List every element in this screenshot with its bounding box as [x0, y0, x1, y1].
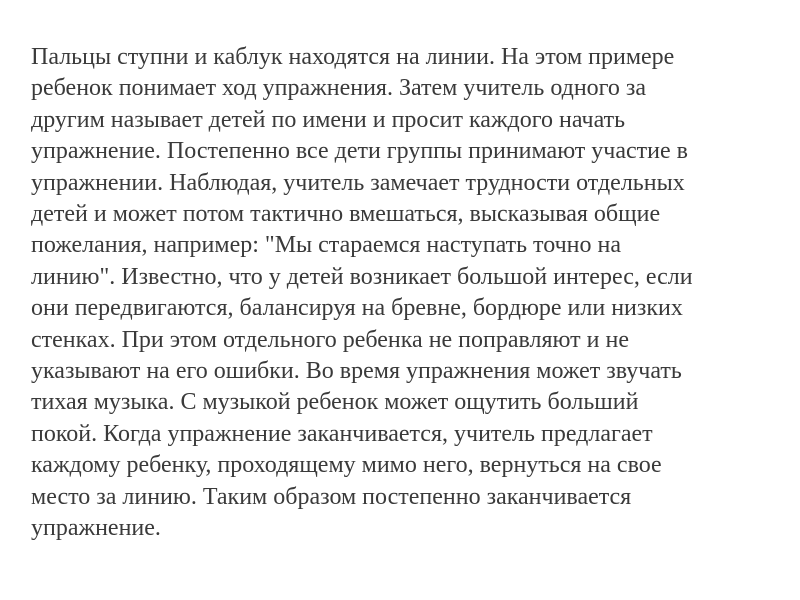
text-line-8: линию". Известно, что у детей возникает большой интерес, если: [31, 263, 693, 290]
text-line-16: упражнение.: [31, 515, 161, 542]
text-line-5: упражнении. Наблюдая, учитель замечает трудности отдельных: [31, 169, 685, 196]
text-line-13: покой. Когда упражнение заканчивается, учитель предлагает: [31, 420, 653, 447]
text-line-12: тихая музыка. С музыкой ребенок может ощутить больший: [31, 389, 639, 416]
text-line-6: детей и может потом тактично вмешаться, высказывая общие: [31, 201, 661, 228]
text-line-2: ребенок понимает ход упражнения. Затем учитель одного за: [31, 75, 647, 102]
text-line-3: другим называет детей по имени и просит каждого начать: [31, 106, 626, 133]
text-line-1: Пальцы ступни и каблук находятся на линии. На этом примере: [31, 44, 675, 70]
text-line-7: пожелания, например: "Мы стараемся наступать точно на: [31, 232, 622, 259]
body-text: [31, 42, 776, 545]
text-line-14: каждому ребенку, проходящему мимо него, вернуться на свое: [31, 452, 662, 479]
text-line-15: место за линию. Таким образом постепенно заканчивается: [31, 483, 632, 510]
text-line-9: они передвигаются, балансируя на бревне, бордюре или низких: [31, 295, 683, 322]
text-line-11: указывают на его ошибки. Во время упражнения может звучать: [31, 358, 682, 385]
text-line-10: стенках. При этом отдельного ребенка не поправляют и не: [31, 326, 629, 353]
text-line-4: упражнение. Постепенно все дети группы принимают участие в: [31, 138, 688, 165]
